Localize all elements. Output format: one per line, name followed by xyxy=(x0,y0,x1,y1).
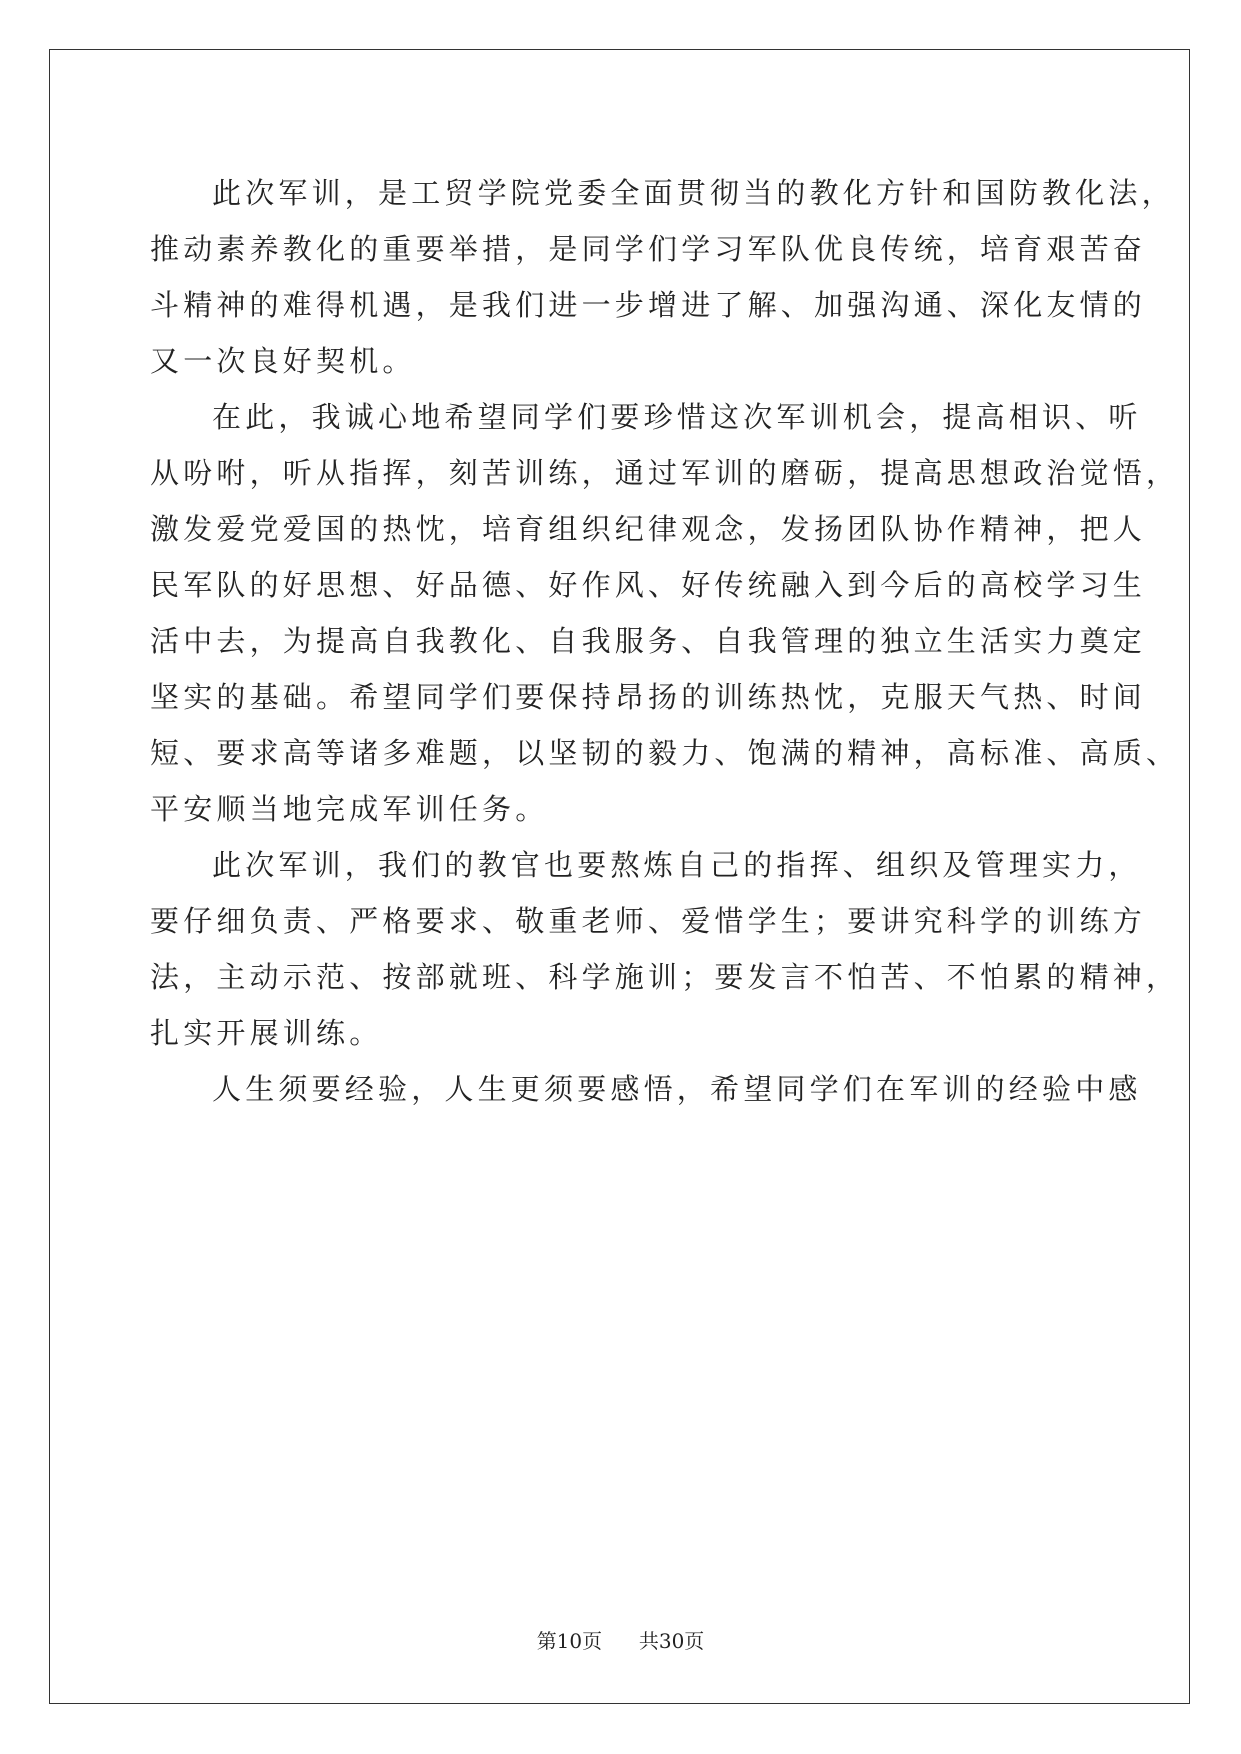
page-number: 第10页 xyxy=(536,1629,603,1653)
paragraph-2-line-4: 民军队的好思想、好品德、好作风、好传统融入到今后的高校学习生 xyxy=(150,568,1147,602)
paragraph-3-line-3: 法，主动示范、按部就班、科学施训；要发言不怕苦、不怕累的精神， xyxy=(150,960,1180,994)
paragraph-3-line-1: 此次军训，我们的教官也要熬炼自己的指挥、组织及管理实力， xyxy=(212,848,1142,882)
paragraph-2-line-8: 平安顺当地完成军训任务。 xyxy=(150,792,549,826)
paragraph-4-line-1: 人生须要经验，人生更须要感悟，希望同学们在军训的经验中感 xyxy=(212,1072,1142,1106)
paragraph-1-line-1: 此次军训，是工贸学院党委全面贯彻当的教化方针和国防教化法， xyxy=(212,176,1175,210)
paragraph-3-line-4: 扎实开展训练。 xyxy=(150,1016,383,1050)
paragraph-2-line-1: 在此，我诚心地希望同学们要珍惜这次军训机会，提高相识、听 xyxy=(212,400,1142,434)
paragraph-1-line-2: 推动素养教化的重要举措，是同学们学习军队优良传统，培育艰苦奋 xyxy=(150,232,1147,266)
paragraph-3-line-2: 要仔细负责、严格要求、敬重老师、爱惜学生；要讲究科学的训练方 xyxy=(150,904,1147,938)
paragraph-2-line-6: 坚实的基础。希望同学们要保持昂扬的训练热忱，克服天气热、时间 xyxy=(150,680,1147,714)
paragraph-1-line-4: 又一次良好契机。 xyxy=(150,344,416,378)
paragraph-1-line-3: 斗精神的难得机遇，是我们进一步增进了解、加强沟通、深化友情的 xyxy=(150,288,1147,322)
paragraph-2-line-7: 短、要求高等诸多难题，以坚韧的毅力、饱满的精神，高标准、高质、 xyxy=(150,736,1180,770)
paragraph-2-line-2: 从吩咐，听从指挥，刻苦训练，通过军训的磨砺，提高思想政治觉悟， xyxy=(150,456,1180,490)
paragraph-2-line-3: 激发爱党爱国的热忱，培育组织纪律观念，发扬团队协作精神，把人 xyxy=(150,512,1147,546)
page-footer xyxy=(0,1628,1241,1654)
page-total: 共30页 xyxy=(638,1629,705,1653)
paragraph-2-line-5: 活中去，为提高自我教化、自我服务、自我管理的独立生活实力奠定 xyxy=(150,624,1147,658)
